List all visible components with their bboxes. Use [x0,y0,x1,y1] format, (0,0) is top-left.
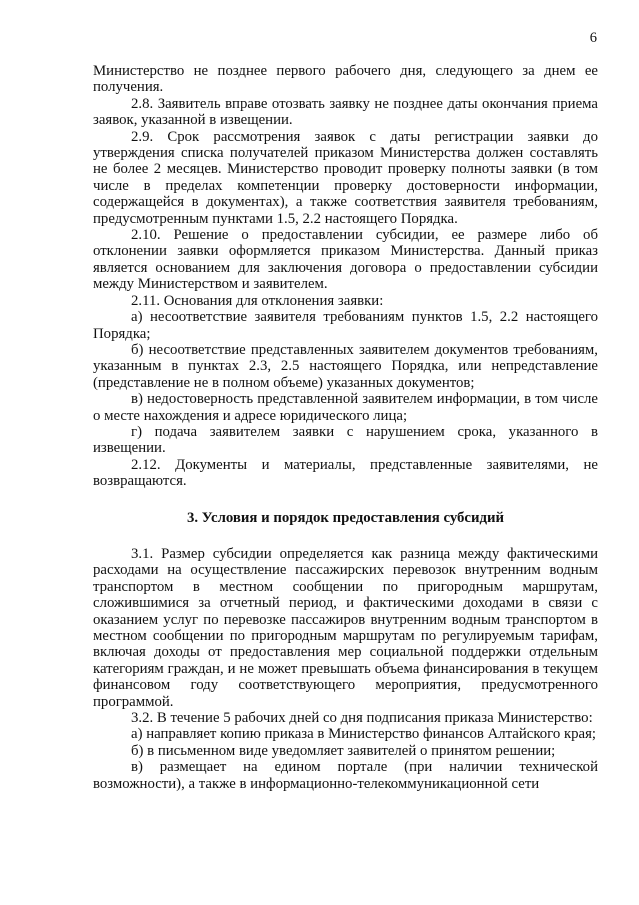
document-body [93,63,598,792]
paragraph-continuation: Министерство не позднее первого рабочего дня, следующего за днем ее получения. [93,63,598,96]
paragraph-3-2-b: б) в письменном виде уведомляет заявителей о принятом решении; [131,742,556,759]
section-3-paragraphs [93,546,598,792]
paragraph-2-8: 2.8. Заявитель вправе отозвать заявку не позднее даты окончания приема заявок, указанной в извещении. [93,95,598,129]
section-2-paragraphs [93,63,598,490]
paragraph-3-1: 3.1. Размер субсидии определяется как разница между фактическими расходами на осуществление пассажирских перевозок внутренним водным транспортом в местном сообщении по пригородным маршрутам, сложившимися за отчетный период, и фактическими доходами в связи с оказанием услуг по перевозке пассажиров внутренним водным транспортом в местном сообщении по пригородным маршрутам по регулируемым тарифам, включая доходы от предоставления мер социальной поддержки отдельным категориям граждан, и не может превышать объема финансирования в текущем финансовом году соответствующего мероприятия, предусмотренного программой. [93,545,598,710]
paragraph-3-2-a: а) направляет копию приказа в Министерство финансов Алтайского края; [131,726,597,743]
paragraph-2-12: 2.12. Документы и материалы, представленные заявителями, не возвращаются. [93,456,598,490]
paragraph-3-2: 3.2. В течение 5 рабочих дней со дня подписания приказа Министерство: [131,710,593,727]
paragraph-2-9: 2.9. Срок рассмотрения заявок с даты регистрации заявки до утверждения списка получателей приказом Министерства должен составлять не более 2 месяцев. Министерство проводит проверку полноты заявки (в том числе в пределах компетенции проверку достоверности информации, содержащейся в документах), а также соответствия заявителя требованиям, предусмотренным пунктами 1.5, 2.2 настоящего Порядка. [93,128,598,227]
paragraph-2-11-b: б) несоответствие представленных заявителем документов требованиям, указанным в пунктах 2.3, 2.5 настоящего Порядка, или непредставление (представление не в полном объеме) указанных документов; [93,341,598,391]
page-number: 6 [589,30,597,46]
paragraph-2-11: 2.11. Основания для отклонения заявки: [131,292,384,309]
paragraph-2-11-a: а) несоответствие заявителя требованиям пунктов 1.5, 2.2 настоящего Порядка; [93,309,598,342]
paragraph-2-11-g: г) подача заявителем заявки с нарушением срока, указанного в извещении. [93,423,598,457]
paragraph-2-11-v: в) недостоверность представленной заявителем информации, в том числе о месте нахождения и адресе юридического лица; [93,391,598,424]
section-heading: 3. Условия и порядок предоставления субсидий [186,509,505,526]
paragraph-2-10: 2.10. Решение о предоставлении субсидии, ее размере либо об отклонении заявки оформляется приказом Министерства. Данный приказ является основанием для заключения договора о предоставлении субсидии между Министерством и заявителем. [93,227,598,293]
paragraph-3-2-v: в) размещает на едином портале (при наличии технической возможности), а также в информационно-телекоммуникационной сети [93,759,598,792]
